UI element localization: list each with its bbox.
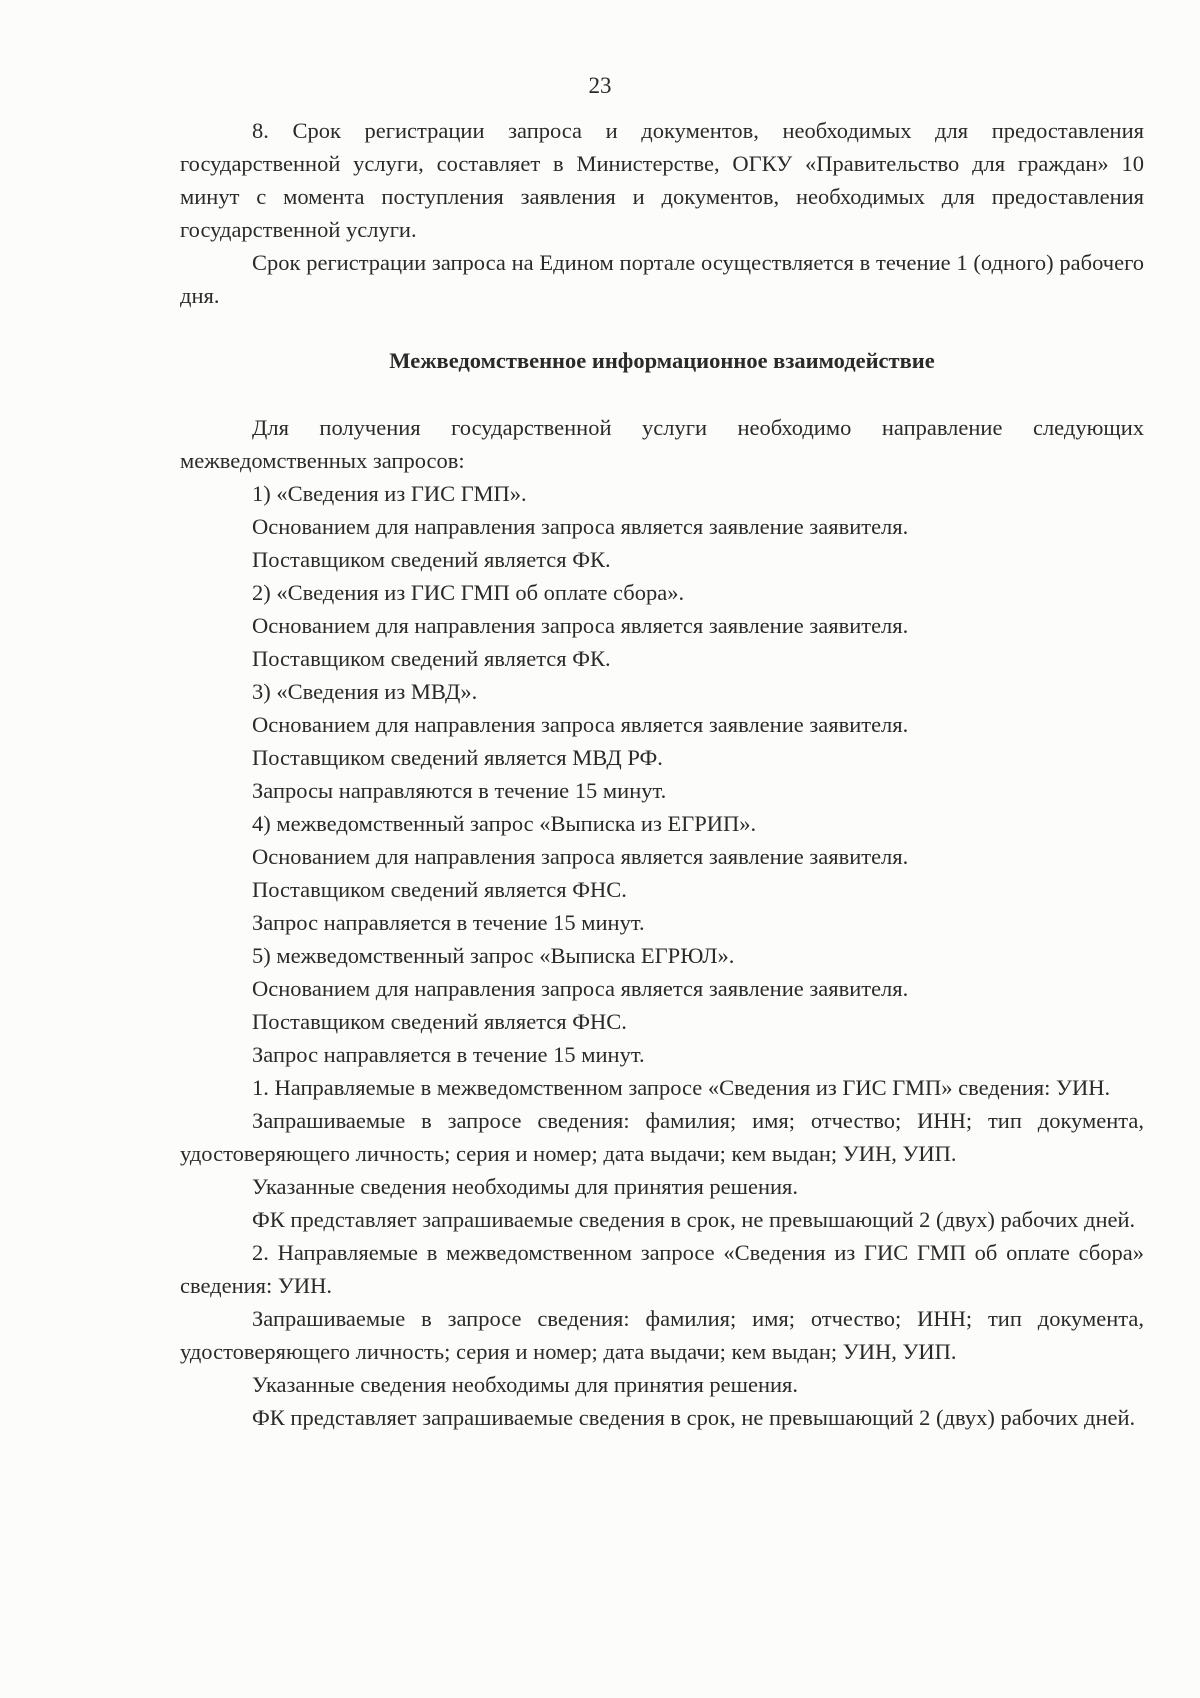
page-number: 23: [588, 73, 612, 98]
paragraph: Запросы направляются в течение 15 минут.: [252, 778, 667, 803]
paragraph: Указанные сведения необходимы для принятия решения.: [252, 1174, 799, 1199]
paragraph: Запрос направляется в течение 15 минут.: [252, 1042, 645, 1067]
paragraph: Указанные сведения необходимы для принятия решения.: [252, 1372, 799, 1397]
paragraph: ФК представляет запрашиваемые сведения в срок, не превышающий 2 (двух) рабочих дней.: [252, 1207, 1136, 1232]
paragraph: Основанием для направления запроса является заявление заявителя.: [252, 844, 909, 869]
list-item: 5) межведомственный запрос «Выписка ЕГРЮЛ».: [252, 943, 735, 968]
list-item: 4) межведомственный запрос «Выписка из ЕГРИП».: [252, 811, 757, 836]
paragraph: Запрашиваемые в запросе сведения: фамилия; имя; отчество; ИНН; тип документа, удостоверяющего личность; серия и номер; дата выдачи; кем выдан; УИН, УИП.: [180, 1306, 1144, 1364]
paragraph: Запрашиваемые в запросе сведения: фамилия; имя; отчество; ИНН; тип документа, удостоверяющего личность; серия и номер; дата выдачи; кем выдан; УИН, УИП.: [180, 1108, 1144, 1166]
list-item: 3) «Сведения из МВД».: [252, 679, 478, 704]
paragraph: Поставщиком сведений является ФНС.: [252, 1009, 627, 1034]
list-item: 1) «Сведения из ГИС ГМП».: [252, 481, 527, 506]
list-item: 2) «Сведения из ГИС ГМП об оплате сбора».: [252, 580, 685, 605]
paragraph: Для получения государственной услуги необходимо направление следующих межведомственных запросов:: [180, 415, 1144, 473]
paragraph: ФК представляет запрашиваемые сведения в срок, не превышающий 2 (двух) рабочих дней.: [252, 1405, 1136, 1430]
document-body: [180, 114, 1144, 1434]
numbered-paragraph: 2. Направляемые в межведомственном запросе «Сведения из ГИС ГМП об оплате сбора» сведения: УИН.: [180, 1240, 1144, 1298]
numbered-paragraph: 1. Направляемые в межведомственном запросе «Сведения из ГИС ГМП» сведения: УИН.: [252, 1075, 1111, 1100]
paragraph: Срок регистрации запроса на Едином портале осуществляется в течение 1 (одного) рабочего дня.: [180, 250, 1144, 308]
paragraph: Поставщиком сведений является ФК.: [252, 547, 611, 572]
paragraph: Основанием для направления запроса является заявление заявителя.: [252, 514, 909, 539]
paragraph: Основанием для направления запроса является заявление заявителя.: [252, 613, 909, 638]
paragraph: Поставщиком сведений является ФК.: [252, 646, 611, 671]
paragraph: Поставщиком сведений является МВД РФ.: [252, 745, 663, 770]
paragraph: Основанием для направления запроса является заявление заявителя.: [252, 712, 909, 737]
section-heading: Межведомственное информационное взаимодействие: [389, 348, 935, 373]
paragraph: Основанием для направления запроса является заявление заявителя.: [252, 976, 909, 1001]
paragraph: Запрос направляется в течение 15 минут.: [252, 910, 645, 935]
paragraph: Поставщиком сведений является ФНС.: [252, 877, 627, 902]
paragraph: 8. Срок регистрации запроса и документов, необходимых для предоставления государственной услуги, составляет в Министерстве, ОГКУ «Правительство для граждан» 10 минут с момента поступления заявления и документов, необходимых для предоставления государственной услуги.: [180, 118, 1144, 242]
